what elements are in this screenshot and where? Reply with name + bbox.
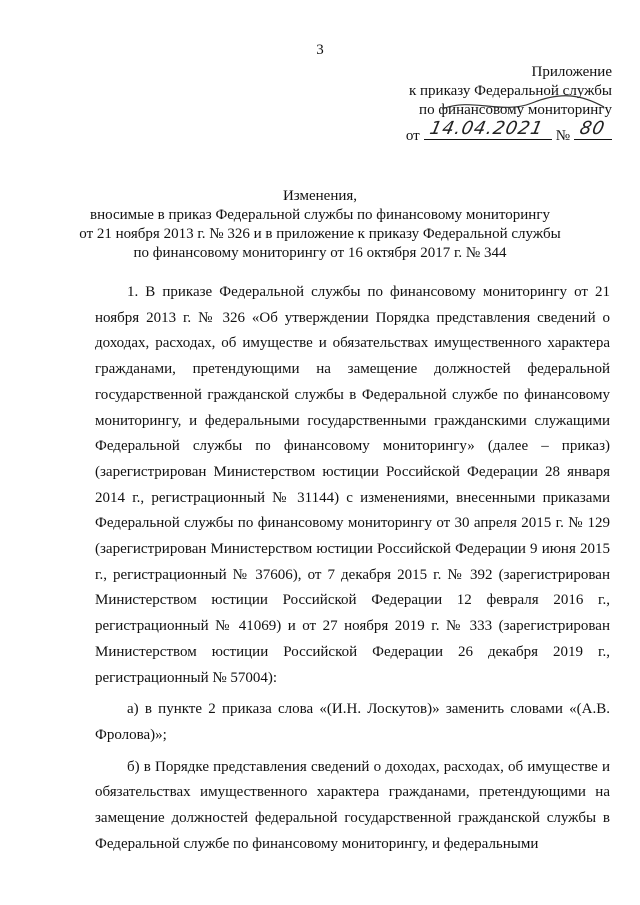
date-prefix: от: [405, 128, 420, 144]
paragraph-1: 1. В приказе Федеральной службы по финансовому мониторингу от 21 ноября 2013 г. № 326 «Об утверждении Порядка представления сведений о доходах, расходах, об имуществе и обязательствах имущественного характера гражданами, претендующими на замещение должностей федеральной государственной гражданской службы в Федеральной службе по финансовому мониторингу, и федеральными государственными гражданскими служащими Федеральной службы по финансовому мониторингу» (далее – приказ) (зарегистрирован Министерством юстиции Российской Федерации 28 января 2014 г., регистрационный № 31144) с изменениями, внесенными приказами Федеральной службы по финансовому мониторингу от 30 апреля 2015 г. № 129 (зарегистрирован Министерством юстиции Российской Федерации 9 июня 2015 г., регистрационный № 37606), от 7 декабря 2015 г. № 392 (зарегистрирован Министерством юстиции Российской Федерации 12 февраля 2016 г., регистрационный № 41069) и от 27 ноября 2019 г. № 333 (зарегистрирован Министерством юстиции Российской Федерации 26 декабря 2019 г., регистрационный № 57004):: [95, 284, 610, 686]
paragraph-2: а) в пункте 2 приказа слова «(И.Н. Лоскутов)» заменить словами «(А.В. Фролова)»;: [95, 701, 610, 743]
heading-line-2: вносимые в приказ Федеральной службы по финансовому мониторингу: [90, 207, 550, 223]
appendix-sign-line: [382, 118, 612, 146]
heading-line-3: от 21 ноября 2013 г. № 326 и в приложение к приказу Федеральной службы: [79, 226, 561, 242]
date-field: [424, 118, 552, 140]
document-heading: [60, 187, 580, 263]
heading-line-4: по финансовому мониторингу от 16 октября 2017 г. № 344: [133, 245, 507, 261]
document-body: [95, 280, 610, 857]
appendix-title: Приложение: [531, 64, 612, 80]
appendix-header: [382, 63, 612, 146]
handwritten-number: 80: [577, 118, 608, 139]
handwritten-date: 14.04.2021: [427, 118, 545, 139]
number-field: [574, 118, 612, 140]
paragraph-3: б) в Порядке представления сведений о доходах, расходах, об имуществе и обязательствах имущественного характера гражданами, претендующими на замещение должностей федеральной государственной гражданской службы в Федеральной службе по финансовому мониторингу, и федеральными: [95, 758, 610, 852]
appendix-line-1: к приказу Федеральной службы: [408, 83, 612, 99]
page-number: 3: [316, 42, 324, 58]
appendix-line-2: по финансовому мониторингу: [419, 102, 612, 118]
heading-line-1: Изменения,: [282, 188, 358, 204]
number-prefix: №: [555, 128, 570, 144]
